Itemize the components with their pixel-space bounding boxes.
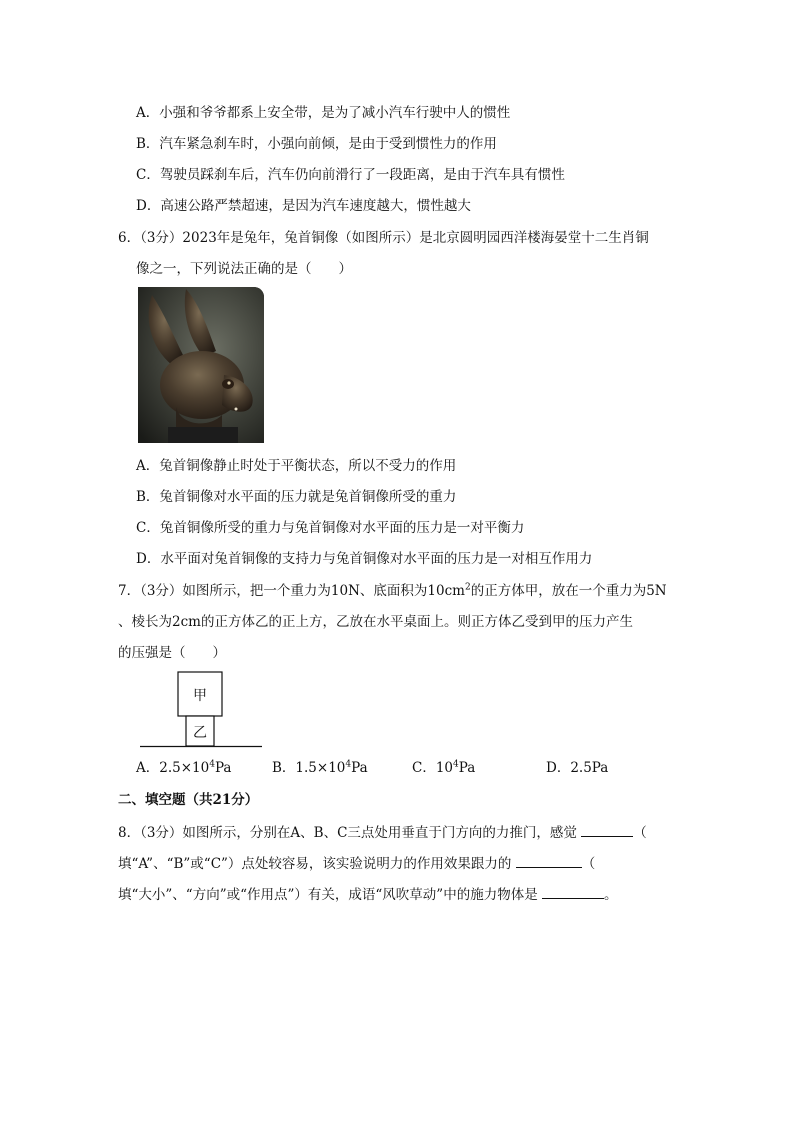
q7-stem-line1-part2: 的正方体甲，放在一个重力为5N: [470, 583, 667, 599]
q8-blank-1[interactable]: [581, 822, 633, 837]
q8-stem-line1: [118, 822, 647, 842]
cube-jia-label: 甲: [193, 688, 207, 704]
q7-option-b-post: Pa: [351, 760, 368, 776]
q8-stem-line3: [118, 884, 618, 904]
q8-line3-period: 。: [604, 887, 618, 903]
q7-option-c-sup: 4: [453, 759, 459, 770]
cube-yi-label: 乙: [193, 725, 207, 741]
q8-line3-text: 填“大小”、“方向”或“作用点”）有关，成语“风吹草动”中的施力物体是: [118, 887, 538, 903]
q8-line2-paren: （: [581, 856, 596, 872]
q6-stem-line2: 像之一，下列说法正确的是（ ）: [136, 261, 352, 277]
q7-stem-line3: 的压强是（ ）: [118, 645, 226, 661]
q5-option-c: C．驾驶员踩刹车后，汽车仍向前滑行了一段距离，是由于汽车具有惯性: [136, 167, 565, 183]
q8-blank-2[interactable]: [516, 853, 582, 868]
q8-line1-text: 8．（3分）如图所示，分别在A、B、C三点处用垂直于门方向的力推门，感觉: [118, 825, 577, 841]
q7-stem-line1-part1: 7．（3分）如图所示，把一个重力为10N、底面积为10cm: [118, 583, 465, 599]
rabbit-head-bronze-image: [138, 287, 264, 443]
q5-option-d: D．高速公路严禁超速，是因为汽车速度越大，惯性越大: [136, 198, 471, 214]
q7-option-a-sup: 4: [209, 759, 215, 770]
q5-option-b: B．汽车紧急刹车时，小强向前倾，是由于受到惯性力的作用: [136, 136, 497, 152]
q6-option-b: B．兔首铜像对水平面的压力就是兔首铜像所受的重力: [136, 489, 457, 505]
q7-stem-line1: [118, 582, 667, 600]
q7-option-c-post: Pa: [458, 760, 476, 776]
q6-option-d: D．水平面对兔首铜像的支持力与兔首铜像对水平面的压力是一对相互作用力: [136, 551, 593, 567]
q8-line1-paren: （: [633, 825, 647, 841]
q8-blank-3[interactable]: [542, 884, 604, 899]
q7-option-c: [412, 759, 475, 777]
q7-stem-superscript: 2: [464, 582, 471, 593]
q8-stem-line2: [118, 853, 595, 873]
q6-stem-line1: 6．（3分）2023年是兔年，兔首铜像（如图所示）是北京圆明园西洋楼海晏堂十二生肖铜: [118, 230, 649, 246]
q5-option-a: A．小强和爷爷都系上安全带，是为了减小汽车行驶中人的惯性: [136, 105, 511, 121]
q7-option-b-sup: 4: [345, 759, 352, 770]
q7-stem-line2: 、棱长为2cm的正方体乙的正上方，乙放在水平桌面上。则正方体乙受到甲的压力产生: [118, 614, 633, 630]
section-fill-in-title: 二、填空题（共21分）: [118, 792, 259, 808]
q7-option-b-pre: B．1.5×10: [272, 760, 346, 776]
q7-option-d: [546, 759, 608, 777]
q7-option-a-post: Pa: [214, 760, 232, 776]
q7-option-a-pre: A．2.5×10: [136, 760, 210, 776]
q7-option-a: [136, 759, 231, 777]
q6-option-c: C．兔首铜像所受的重力与兔首铜像对水平面的压力是一对平衡力: [136, 520, 525, 536]
q7-option-c-pre: C．10: [412, 760, 454, 776]
q7-option-b: [272, 759, 368, 777]
q6-option-a: A．兔首铜像静止时处于平衡状态，所以不受力的作用: [136, 458, 457, 474]
cube-stack-diagram: [136, 670, 266, 752]
q8-line2-text: 填“A”、“B”或“C”）点处较容易，该实验说明力的作用效果跟力的: [118, 856, 512, 872]
q7-option-d-pre: D．2.5Pa: [546, 760, 609, 776]
